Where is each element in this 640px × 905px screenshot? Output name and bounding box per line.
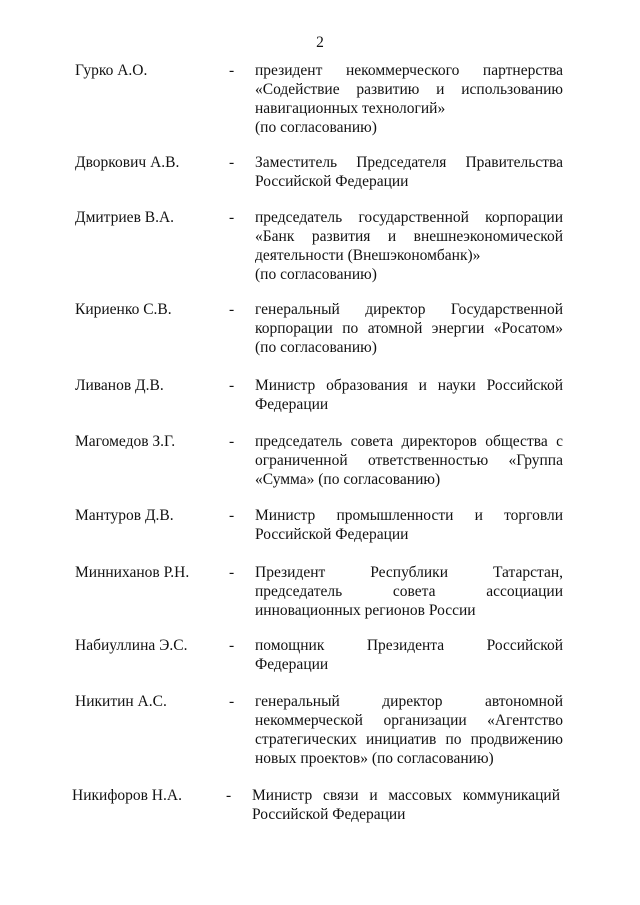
position-line: Федерации bbox=[255, 396, 329, 413]
position-line: деятельности (Внешэкономбанк)» bbox=[255, 247, 481, 264]
dash-separator: - bbox=[226, 787, 232, 804]
dash-separator: - bbox=[229, 301, 235, 318]
person-name: Магомедов З.Г. bbox=[75, 433, 176, 450]
dash-separator: - bbox=[229, 154, 235, 171]
person-name: Никитин А.С. bbox=[75, 693, 167, 710]
person-name: Дворкович А.В. bbox=[75, 154, 180, 171]
position-line: (по согласованию) bbox=[255, 119, 377, 136]
dash-separator: - bbox=[229, 62, 235, 79]
person-name: Мантуров Д.В. bbox=[75, 507, 174, 524]
position-line: (по согласованию) bbox=[255, 339, 377, 356]
person-name: Дмитриев В.А. bbox=[75, 209, 175, 226]
position-line: председатель совета ассоциации bbox=[255, 583, 563, 600]
dash-separator: - bbox=[229, 564, 235, 581]
person-name: Гурко А.О. bbox=[75, 62, 148, 79]
position-line: Министр образования и науки Российской bbox=[255, 377, 563, 394]
dash-separator: - bbox=[229, 209, 235, 226]
position-line: генеральный директор Государственной bbox=[255, 301, 563, 318]
person-name: Набиуллина Э.С. bbox=[75, 637, 188, 654]
position-line: Российской Федерации bbox=[255, 526, 409, 543]
person-position bbox=[255, 563, 563, 620]
person-position bbox=[255, 506, 563, 544]
position-line: «Банк развития и внешнеэкономической bbox=[255, 228, 563, 245]
person-name: Ливанов Д.В. bbox=[75, 377, 164, 394]
position-line: ограниченной ответственностью «Группа bbox=[255, 452, 563, 469]
position-line: «Сумма» (по согласованию) bbox=[255, 471, 441, 488]
person-position bbox=[255, 432, 563, 489]
page-number: 2 bbox=[316, 34, 324, 51]
person-position bbox=[255, 692, 563, 768]
position-line: Российской Федерации bbox=[255, 173, 409, 190]
position-line: Российской Федерации bbox=[252, 806, 406, 823]
person-position bbox=[255, 61, 563, 137]
person-position bbox=[255, 300, 563, 357]
dash-separator: - bbox=[229, 377, 235, 394]
position-line: «Содействие развитию и использованию bbox=[255, 81, 563, 98]
position-line: некоммерческой организации «Агентство bbox=[255, 712, 563, 729]
position-line: президент некоммерческого партнерства bbox=[255, 62, 563, 79]
position-line: навигационных технологий» bbox=[255, 100, 446, 117]
person-name: Кириенко С.В. bbox=[75, 301, 172, 318]
position-line: корпорации по атомной энергии «Росатом» bbox=[255, 320, 563, 337]
person-position bbox=[252, 786, 560, 824]
position-line: инновационных регионов России bbox=[255, 602, 476, 619]
person-name: Никифоров Н.А. bbox=[72, 787, 182, 804]
person-position bbox=[255, 636, 563, 674]
person-name: Минниханов Р.Н. bbox=[75, 564, 190, 581]
position-line: Президент Республики Татарстан, bbox=[255, 564, 563, 581]
dash-separator: - bbox=[229, 433, 235, 450]
position-line: председатель совета директоров общества с bbox=[255, 433, 563, 450]
position-line: помощник Президента Российской bbox=[255, 637, 563, 654]
position-line: Федерации bbox=[255, 656, 329, 673]
position-line: (по согласованию) bbox=[255, 266, 377, 283]
position-line: председатель государственной корпорации bbox=[255, 209, 563, 226]
position-line: стратегических инициатив по продвижению bbox=[255, 731, 563, 748]
position-line: Министр связи и массовых коммуникаций bbox=[252, 787, 560, 804]
dash-separator: - bbox=[229, 693, 235, 710]
person-position bbox=[255, 376, 563, 414]
position-line: новых проектов» (по согласованию) bbox=[255, 750, 494, 767]
position-line: Министр промышленности и торговли bbox=[255, 507, 563, 524]
position-line: генеральный директор автономной bbox=[255, 693, 563, 710]
position-line: Заместитель Председателя Правительства bbox=[255, 154, 563, 171]
dash-separator: - bbox=[229, 637, 235, 654]
person-position bbox=[255, 208, 563, 284]
person-position bbox=[255, 153, 563, 191]
dash-separator: - bbox=[229, 507, 235, 524]
